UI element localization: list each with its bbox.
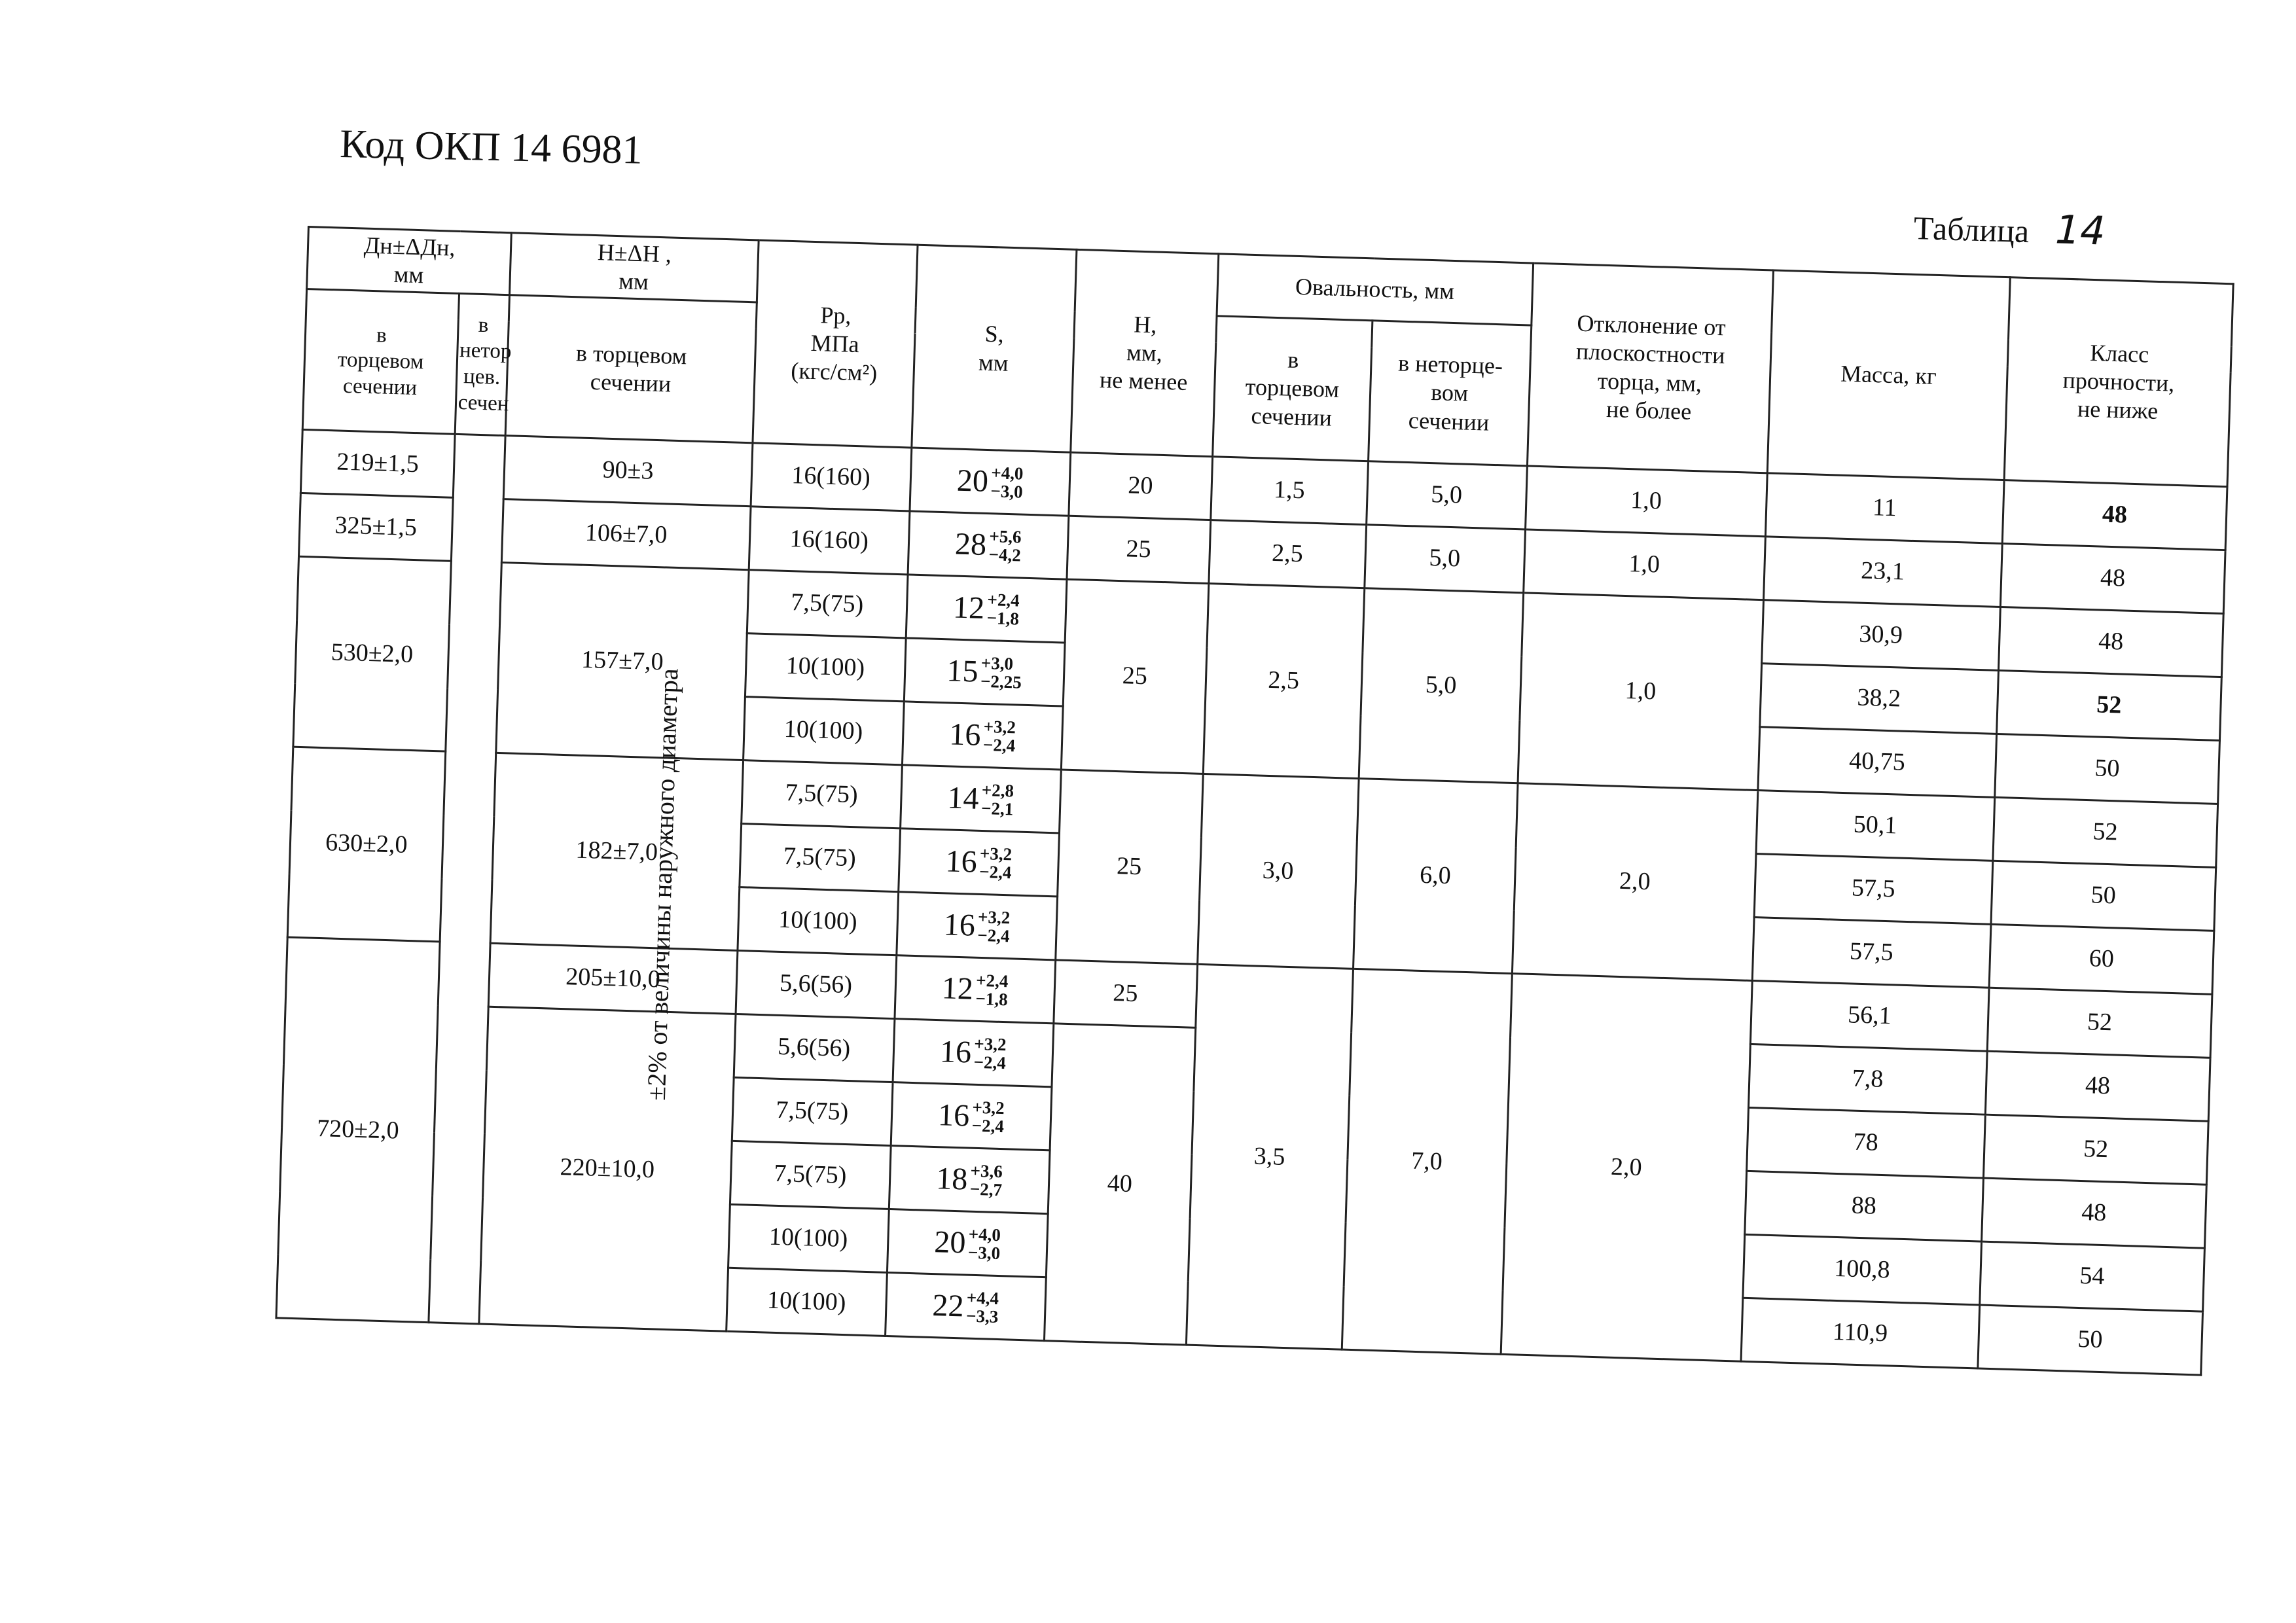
mass-cell: 110,9 [1741, 1298, 1980, 1368]
min-height-cell: 25 [1055, 770, 1203, 964]
min-height-cell: 20 [1069, 452, 1213, 520]
header-dn: Дн±ΔДн, мм [307, 227, 512, 295]
min-height-cell: 40 [1044, 1024, 1195, 1345]
outer-diameter-cell: 630±2,0 [287, 747, 445, 942]
tolerance-value [932, 1287, 999, 1327]
tolerance-plus: +2,8 [981, 779, 1014, 801]
flatness-cell: 2,0 [1512, 783, 1758, 981]
tolerance-value [946, 652, 1022, 692]
thickness-base: 12 [952, 590, 985, 626]
thickness-tolerance [971, 1097, 1005, 1135]
class-cell: 48 [2000, 544, 2225, 614]
wall-thickness-cell [906, 575, 1067, 643]
tolerance-value [935, 1160, 1003, 1200]
ovality-nonface-cell: 7,0 [1342, 969, 1512, 1354]
wall-thickness-cell [900, 765, 1061, 833]
pressure-cell: 16(160) [751, 443, 912, 511]
mass-cell: 88 [1744, 1171, 1983, 1241]
wall-thickness-cell [910, 448, 1071, 516]
outer-diameter-cell: 325±1,5 [299, 493, 453, 561]
spec-table [275, 226, 2234, 1376]
tolerance-value [937, 1096, 1005, 1136]
tolerance-minus: −2,4 [973, 1052, 1007, 1073]
thickness-base: 14 [946, 780, 980, 817]
mass-cell: 7,8 [1748, 1044, 1987, 1115]
header-flatness: Отклонение от плоскостности торца, мм, не более [1527, 263, 1773, 473]
table-label: Таблица [1913, 209, 2030, 250]
header-mass: Масса, кг [1767, 270, 2010, 480]
spec-table-block [275, 226, 2234, 1376]
table-number: 14 [2054, 207, 2106, 255]
tolerance-minus: −1,8 [975, 988, 1009, 1010]
thickness-tolerance [966, 1288, 999, 1326]
pressure-cell: 10(100) [745, 633, 906, 702]
pressure-cell: 7,5(75) [739, 824, 900, 892]
tolerance-plus: +3,0 [980, 652, 1014, 673]
tolerance-value [941, 969, 1009, 1009]
mass-cell: 56,1 [1750, 980, 1989, 1051]
mass-cell: 57,5 [1754, 854, 1993, 925]
pressure-cell: 7,5(75) [741, 760, 902, 829]
pressure-cell: 7,5(75) [730, 1141, 891, 1209]
min-height-cell: 25 [1053, 960, 1197, 1027]
thickness-base: 16 [937, 1097, 970, 1133]
flatness-cell: 1,0 [1523, 529, 1765, 600]
tolerance-plus: +4,4 [966, 1287, 999, 1308]
thickness-base: 16 [943, 907, 976, 943]
spec-table-body [276, 227, 2233, 1376]
tolerance-minus: −2,25 [980, 671, 1022, 692]
ovality-nonface-cell: 5,0 [1359, 588, 1524, 783]
pressure-cell: 5,6(56) [736, 950, 897, 1018]
header-s: S, мм [911, 245, 1076, 452]
wall-thickness-cell [902, 702, 1063, 770]
thickness-tolerance [986, 590, 1020, 628]
pressure-cell: 10(100) [728, 1204, 889, 1272]
tolerance-plus: +4,0 [968, 1224, 1001, 1245]
tolerance-minus: −2,4 [971, 1115, 1005, 1137]
mass-cell: 23,1 [1763, 537, 2002, 607]
wall-thickness-cell [898, 829, 1059, 897]
thickness-base: 15 [946, 653, 979, 689]
flatness-cell: 1,0 [1518, 593, 1764, 791]
outer-diameter-cell: 219±1,5 [300, 429, 454, 497]
mass-cell: 11 [1765, 473, 2004, 544]
tolerance-plus: +3,2 [983, 716, 1016, 738]
tolerance-plus: +3,2 [972, 1097, 1005, 1118]
height-cell: 182±7,0 [490, 753, 743, 950]
tolerance-plus: +2,4 [987, 589, 1020, 611]
header-oval-face: в торцевом сечении [1212, 316, 1372, 461]
pressure-cell: 7,5(75) [732, 1077, 893, 1145]
thickness-tolerance [969, 1161, 1003, 1199]
thickness-tolerance [979, 844, 1013, 882]
thickness-base: 16 [944, 844, 978, 880]
header-oval-nonface: в неторце- вом сечении [1368, 321, 1531, 466]
flatness-cell: 2,0 [1501, 974, 1752, 1362]
thickness-tolerance [981, 781, 1014, 819]
outer-diameter-cell: 530±2,0 [293, 556, 451, 751]
header-ovality: Овальность, мм [1217, 254, 1533, 325]
tolerance-value [943, 906, 1011, 946]
height-cell: 106±7,0 [502, 499, 751, 570]
mass-cell: 40,75 [1758, 727, 1997, 798]
header-h-face: в торцевом сечении [505, 295, 757, 443]
wall-thickness-cell [904, 638, 1065, 706]
wall-thickness-cell [895, 955, 1056, 1024]
tolerance-minus: −1,8 [986, 608, 1020, 629]
table-caption [1913, 203, 2106, 255]
pressure-cell: 10(100) [743, 697, 904, 765]
header-class: Класс прочности, не ниже [2004, 277, 2233, 487]
tolerance-plus: +4,0 [990, 462, 1024, 484]
class-cell: 52 [1992, 797, 2217, 867]
tolerance-value [934, 1223, 1001, 1263]
tolerance-value [952, 589, 1020, 629]
min-height-cell: 25 [1067, 516, 1211, 583]
wall-thickness-cell [891, 1082, 1052, 1150]
pressure-cell: 10(100) [726, 1268, 887, 1336]
thickness-base: 20 [933, 1224, 967, 1260]
mass-cell: 50,1 [1756, 791, 1995, 861]
ovality-face-cell: 1,5 [1211, 457, 1369, 525]
class-cell: 48 [1985, 1051, 2210, 1121]
thickness-tolerance [973, 1034, 1007, 1072]
tolerance-plus: +3,2 [974, 1033, 1007, 1054]
pressure-cell: 5,6(56) [734, 1014, 895, 1082]
nonface-tolerance-note: ±2% от величины наружного диаметра [641, 668, 684, 1101]
thickness-base: 16 [939, 1034, 972, 1070]
tolerance-minus: −2,7 [969, 1179, 1003, 1200]
header-pp: Рр, МПа (кгс/см²) [753, 240, 918, 448]
tolerance-plus: +2,4 [975, 970, 1009, 991]
thickness-base: 16 [948, 717, 982, 753]
tolerance-minus: −2,4 [982, 734, 1016, 756]
height-cell: 205±10,0 [488, 943, 737, 1014]
class-cell: 60 [1989, 924, 2214, 994]
wall-thickness-cell [887, 1209, 1048, 1277]
ovality-face-cell: 2,5 [1209, 520, 1367, 588]
class-cell: 48 [2002, 480, 2227, 550]
header-hmin: Н, мм, не менее [1070, 249, 1218, 456]
thickness-base: 18 [935, 1161, 969, 1197]
okp-code-label: Код ОКП 14 6981 [339, 121, 643, 173]
header-dn-face: в торцевом сечении [302, 289, 459, 435]
thickness-base: 20 [956, 463, 989, 499]
thickness-base: 12 [941, 971, 974, 1007]
class-cell: 52 [1987, 988, 2212, 1058]
header-h: Н±ΔН , мм [510, 233, 759, 302]
thickness-tolerance [968, 1224, 1001, 1262]
ovality-face-cell: 2,5 [1203, 584, 1364, 779]
ovality-nonface-cell: 5,0 [1366, 461, 1527, 529]
tolerance-plus: +3,6 [970, 1160, 1003, 1181]
tolerance-minus: −2,1 [980, 798, 1014, 819]
tolerance-plus: +3,2 [977, 906, 1011, 927]
header-dn-nonface: в нетор цев. сечен [455, 293, 510, 435]
tolerance-value [939, 1033, 1007, 1073]
height-cell: 220±10,0 [479, 1007, 736, 1331]
thickness-tolerance [975, 971, 1009, 1008]
height-cell: 157±7,0 [496, 563, 749, 760]
thickness-tolerance [990, 463, 1024, 501]
ovality-nonface-cell: 6,0 [1353, 779, 1518, 974]
class-cell: 48 [1998, 607, 2223, 677]
tolerance-plus: +5,6 [989, 526, 1022, 547]
wall-thickness-cell [896, 892, 1057, 960]
wall-thickness-cell [889, 1146, 1050, 1214]
ovality-nonface-cell: 5,0 [1364, 525, 1525, 593]
class-cell: 50 [1994, 734, 2219, 804]
outer-diameter-cell: 720±2,0 [276, 937, 440, 1323]
class-cell: 50 [1977, 1305, 2202, 1375]
thickness-tolerance [980, 653, 1022, 692]
tolerance-minus: −3,3 [965, 1306, 999, 1327]
pressure-cell: 10(100) [738, 887, 899, 955]
class-cell: 52 [1983, 1115, 2208, 1185]
mass-cell: 100,8 [1743, 1234, 1982, 1305]
mass-cell: 30,9 [1761, 600, 2000, 671]
wall-thickness-cell [908, 511, 1069, 579]
class-cell: 50 [1991, 861, 2216, 931]
wall-thickness-cell [885, 1272, 1046, 1340]
thickness-base: 28 [954, 526, 987, 563]
tolerance-minus: −3,0 [967, 1242, 1001, 1264]
thickness-tolerance [977, 908, 1011, 946]
tolerance-plus: +3,2 [979, 843, 1013, 864]
flatness-cell: 1,0 [1525, 466, 1767, 537]
thickness-tolerance [983, 717, 1016, 755]
tolerance-value [949, 716, 1016, 756]
min-height-cell: 25 [1061, 579, 1209, 774]
wall-thickness-cell [893, 1019, 1054, 1087]
mass-cell: 57,5 [1752, 918, 1991, 988]
thickness-base: 22 [931, 1288, 965, 1324]
mass-cell: 78 [1746, 1107, 1985, 1178]
tolerance-minus: −2,4 [977, 925, 1010, 946]
ovality-face-cell: 3,0 [1197, 774, 1358, 969]
tolerance-minus: −4,2 [988, 544, 1022, 565]
thickness-tolerance [988, 527, 1022, 565]
pressure-cell: 7,5(75) [747, 570, 908, 638]
pressure-cell: 16(160) [749, 507, 910, 575]
tolerance-value [945, 843, 1013, 883]
class-cell: 52 [1996, 670, 2221, 740]
tolerance-minus: −3,0 [990, 481, 1024, 502]
tolerance-value [954, 526, 1022, 565]
class-cell: 48 [1981, 1178, 2206, 1248]
tolerance-minus: −2,4 [978, 861, 1012, 883]
tolerance-value [956, 462, 1024, 502]
mass-cell: 38,2 [1759, 664, 1998, 734]
ovality-face-cell: 3,5 [1186, 964, 1353, 1349]
height-cell: 90±3 [503, 436, 752, 507]
class-cell: 54 [1979, 1241, 2204, 1311]
tolerance-value [947, 779, 1014, 819]
